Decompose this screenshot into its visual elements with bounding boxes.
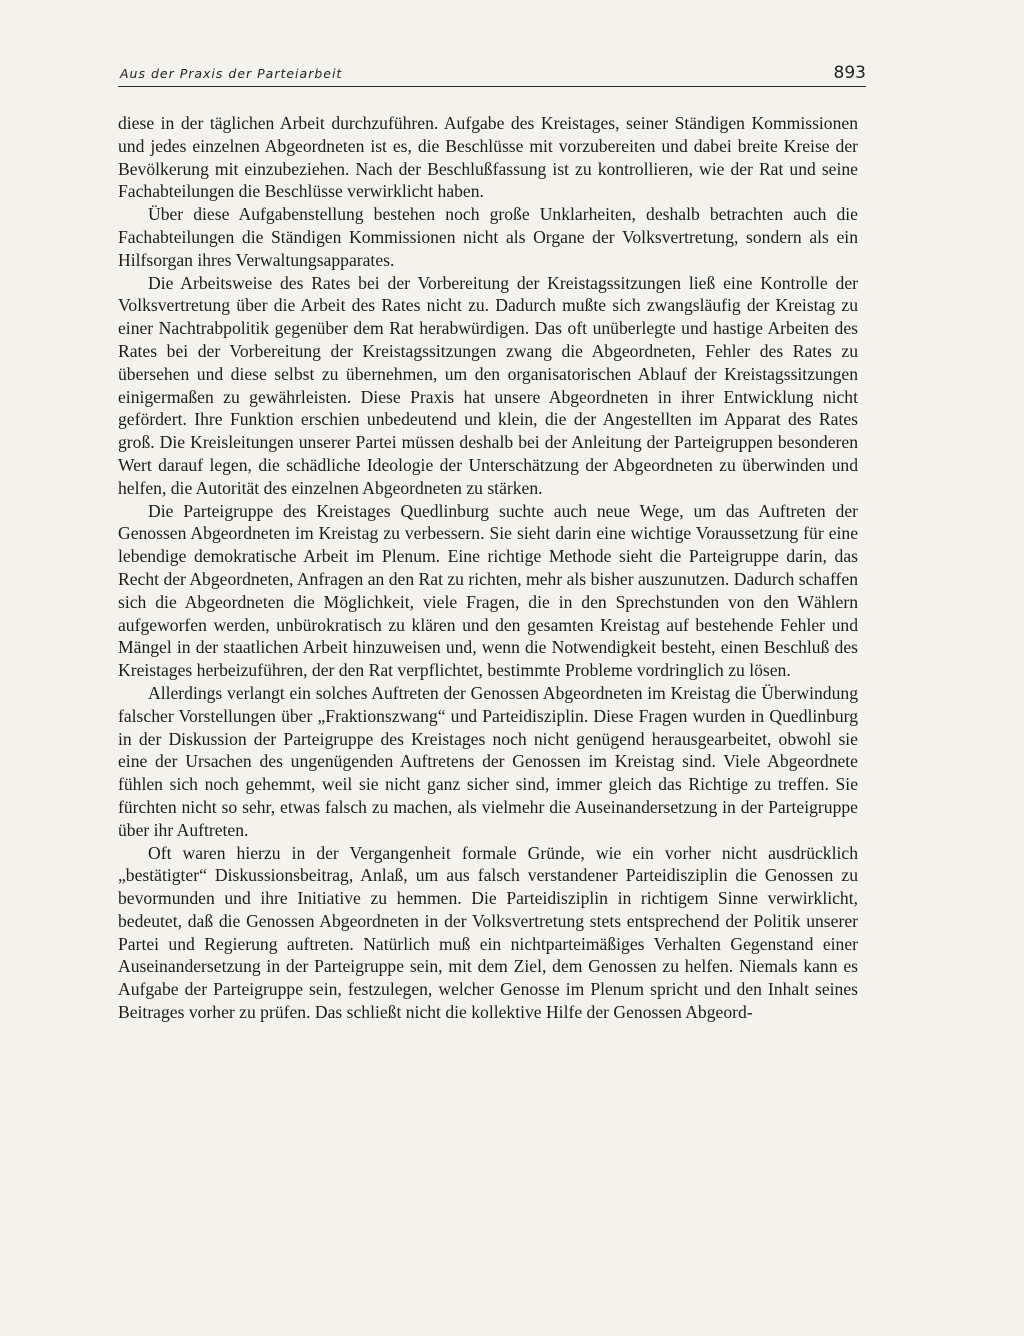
running-head: Aus der Praxis der Parteiarbeit bbox=[120, 66, 343, 81]
body-text bbox=[118, 112, 858, 1024]
paragraph-1: diese in der täglichen Arbeit durchzuführen. Aufgabe des Kreistages, seiner Ständigen Kommissionen und jedes einzelnen Abgeordneten ist es, die Beschlüsse mit vorzubereiten und dabei breite Kreise der Bevölkerung mit einzubeziehen. Nach der Beschlußfassung ist zu kontrollieren, wie der Rat und seine Fachabteilungen die Beschlüsse verwirklicht haben. bbox=[118, 113, 858, 202]
paragraph-4: Die Parteigruppe des Kreistages Quedlinburg suchte auch neue Wege, um das Auftreten der Genossen Abgeordneten im Kreistag zu verbessern. Sie sieht darin eine wichtige Voraussetzung für eine lebendige demokratische Arbeit im Plenum. Eine richtige Methode sieht die Parteigruppe darin, das Recht der Abgeordneten, Anfragen an den Rat zu richten, mehr als bisher auszunutzen. Dadurch schaffen sich die Abgeordneten die Möglichkeit, viele Fragen, die in den Sprechstunden von den Wählern aufgeworfen werden, unbürokratisch zu klären und den gesamten Kreistag auf bestehende Fehler und Mängel in der staatlichen Arbeit hinzuweisen und, wenn die Notwendigkeit besteht, einen Beschluß des Kreistages herbeizuführen, der den Rat verpflichtet, bestimmte Probleme vordringlich zu lösen. bbox=[118, 500, 858, 681]
page-header bbox=[118, 60, 866, 87]
paragraph-5: Allerdings verlangt ein solches Auftreten der Genossen Abgeordneten im Kreistag die Überwindung falscher Vorstellungen über „Fraktionszwang“ und Parteidisziplin. Diese Fragen wurden in Quedlinburg in der Diskussion der Parteigruppe des Kreistages noch nicht genügend herausgearbeitet, obwohl sie eine der Ursachen des ungenügenden Auftretens der Genossen im Kreistag sind. Viele Abgeordnete fühlen sich noch gehemmt, weil sie nicht ganz sicher sind, immer gleich das Richtige zu treffen. Sie fürchten nicht so sehr, etwas falsch zu machen, als vielmehr die Auseinandersetzung in der Parteigruppe über ihr Auftreten. bbox=[118, 682, 858, 840]
paragraph-2: Über diese Aufgabenstellung bestehen noch große Unklarheiten, deshalb betrachten auch die Fachabteilungen die Ständigen Kommissionen nicht als Organe der Volksvertretung, sondern als ein Hilfsorgan ihres Verwaltungsapparates. bbox=[118, 204, 858, 270]
paragraph-6: Oft waren hierzu in der Vergangenheit formale Gründe, wie ein vorher nicht ausdrücklich „bestätigter“ Diskussionsbeitrag, Anlaß, um aus falsch verstandener Parteidisziplin die Genossen zu bevormunden und ihre Initiative zu hemmen. Die Parteidisziplin in richtigem Sinne verwirklicht, bedeutet, daß die Genossen Abgeordneten in der Volksvertretung stets entsprechend der Politik unserer Partei und Regierung auftreten. Natürlich muß ein nichtparteimäßiges Verhalten Gegenstand einer Auseinandersetzung in der Parteigruppe sein, mit dem Ziel, dem Genossen zu helfen. Niemals kann es Aufgabe der Parteigruppe sein, festzulegen, welcher Genosse im Plenum spricht und den Inhalt seines Beitrages vorher zu prüfen. Das schließt nicht die kollektive Hilfe der Genossen Abgeord- bbox=[118, 842, 858, 1023]
paragraph-3: Die Arbeitsweise des Rates bei der Vorbereitung der Kreistagssitzungen ließ eine Kontrolle der Volksvertretung über die Arbeit des Rates nicht zu. Dadurch mußte sich zwangsläufig der Kreistag zu einer Nachtrabpolitik gegenüber dem Rat herabwürdigen. Das oft unüberlegte und hastige Arbeiten des Rates bei der Vorbereitung der Kreistagssitzungen zwang die Abgeordneten, Fehler des Rates zu übersehen und diese selbst zu übernehmen, um den organisatorischen Ablauf der Kreistagssitzungen einigermaßen zu gewährleisten. Diese Praxis hat unsere Abgeordneten in ihrer Entwicklung nicht gefördert. Ihre Funktion erschien unbedeutend und klein, die der Angestellten im Apparat des Rates groß. Die Kreisleitungen unserer Partei müssen deshalb bei der Anleitung der Parteigruppen besonderen Wert darauf legen, die schädliche Ideologie der Unterschätzung der Abgeordneten zu überwinden und helfen, die Autorität des einzelnen Abgeordneten zu stärken. bbox=[118, 272, 858, 498]
page-number: 893 bbox=[833, 63, 866, 83]
